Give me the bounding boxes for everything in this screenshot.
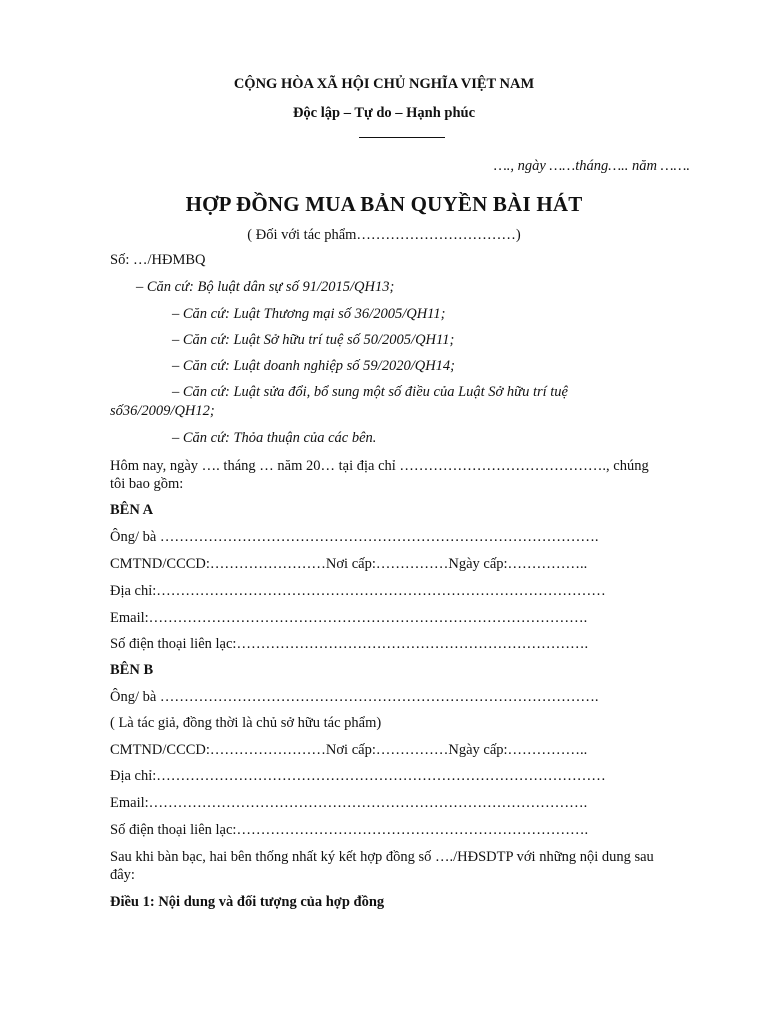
- intro-line-2: tôi bao gồm:: [110, 476, 184, 492]
- party-b-id: CMTND/CCCD:……………………Nơi cấp:……………Ngày cấp:……………..: [110, 742, 588, 758]
- document-subtitle: ( Đối với tác phẩm……………………………): [247, 227, 521, 243]
- document-title: HỢP ĐỒNG MUA BẢN QUYỀN BÀI HÁT: [185, 192, 583, 216]
- legal-basis-5-cont: số36/2009/QH12;: [110, 403, 215, 419]
- party-b-email: Email:……………………………………………………………………………….: [110, 795, 588, 811]
- legal-basis-1: – Căn cứ: Bộ luật dân sự số 91/2015/QH13;: [136, 279, 395, 295]
- motto: Độc lập – Tự do – Hạnh phúc: [292, 105, 476, 121]
- contract-number: Số: …/HĐMBQ: [110, 252, 206, 268]
- party-a-address: Địa chỉ:…………………………………………………………………………………: [110, 583, 606, 599]
- party-a-phone: Số điện thoại liên lạc:……………………………………………………………….: [110, 636, 589, 652]
- date-line: …., ngày ……tháng….. năm …….: [493, 158, 690, 174]
- party-a-heading: BÊN A: [110, 502, 154, 518]
- legal-basis-6: – Căn cứ: Thỏa thuận của các bên.: [172, 430, 377, 446]
- party-b-name: Ông/ bà ……………………………………………………………………………….: [110, 689, 599, 705]
- party-b-phone: Số điện thoại liên lạc:……………………………………………………………….: [110, 822, 589, 838]
- legal-basis-3: – Căn cứ: Luật Sở hữu trí tuệ số 50/2005/QH11;: [172, 332, 455, 348]
- party-a-id: CMTND/CCCD:……………………Nơi cấp:……………Ngày cấp:……………..: [110, 556, 588, 572]
- legal-basis-4: – Căn cứ: Luật doanh nghiệp số 59/2020/QH14;: [172, 358, 455, 374]
- party-a-email: Email:……………………………………………………………………………….: [110, 610, 588, 626]
- agreement-line-1: Sau khi bàn bạc, hai bên thống nhất ký kết hợp đồng số …./HĐSDTP với những nội dung sau: [110, 849, 654, 865]
- legal-basis-2: – Căn cứ: Luật Thương mại số 36/2005/QH11;: [172, 306, 446, 322]
- party-a-name: Ông/ bà ……………………………………………………………………………….: [110, 529, 599, 545]
- party-b-note: ( Là tác giả, đồng thời là chủ sở hữu tác phẩm): [110, 715, 382, 731]
- intro-line-1: Hôm nay, ngày …. tháng … năm 20… tại địa chỉ ……………………………………., chúng: [110, 458, 649, 474]
- article-1-heading: Điều 1: Nội dung và đối tượng của hợp đồng: [110, 894, 385, 910]
- motto-underline: [359, 137, 445, 138]
- legal-basis-5: – Căn cứ: Luật sửa đổi, bổ sung một số điều của Luật Sở hữu trí tuệ: [172, 384, 568, 400]
- party-b-address: Địa chỉ:…………………………………………………………………………………: [110, 768, 606, 784]
- agreement-line-2: đây:: [110, 867, 135, 883]
- party-b-heading: BÊN B: [110, 662, 154, 678]
- nation-heading: CỘNG HÒA XÃ HỘI CHỦ NGHĨA VIỆT NAM: [233, 76, 535, 92]
